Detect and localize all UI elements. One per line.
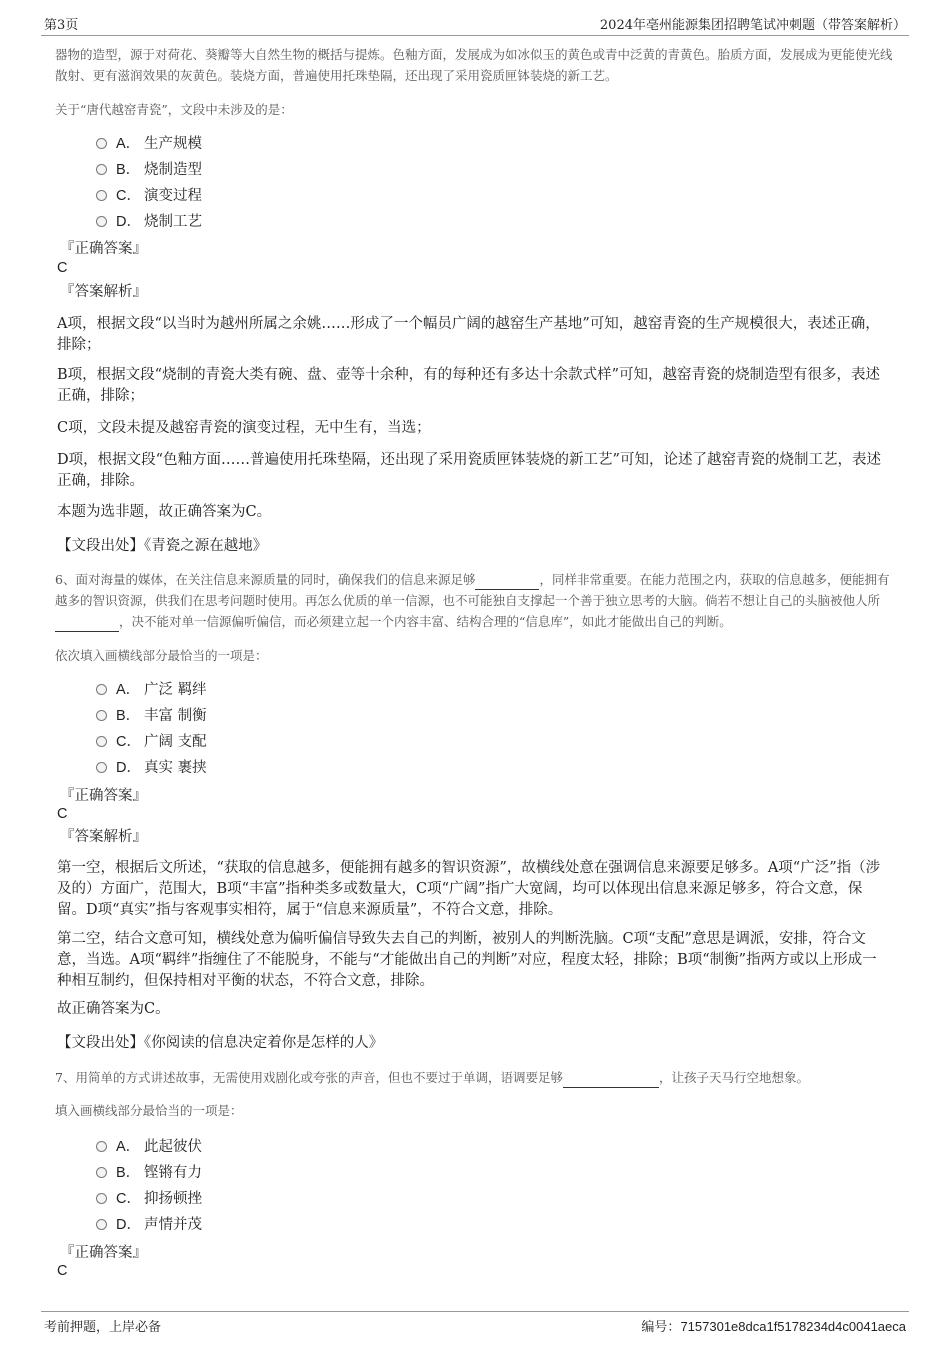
blank-line: [563, 1072, 659, 1088]
question-7-text: 7、用简单的方式讲述故事，无需使用戏剧化或夸张的声音，但也不要过于单调，语调要足够 ，让孩子天马行空地想象。: [55, 1067, 895, 1088]
source-citation: 【文段出处】《青瓷之源在越地》: [57, 538, 268, 554]
analysis-conclusion: 本题为选非题，故正确答案为C。: [57, 504, 272, 520]
document-code: 编号：7157301e8dca1f5178234d4c0041aeca: [641, 1319, 906, 1335]
option-b[interactable]: B． 铿锵有力: [96, 1160, 202, 1186]
analysis-paragraph: 第一空，根据后文所述，“获取的信息越多，便能拥有越多的智识资源”，故横线处意在强调信息来源要足够多。A项“广泛”指（涉及的）方面广，范围大，B项“丰富”指种类多或数量大，C项“广阔”指广大宽阔，均可以体现出信息来源足够多，符合文意，保留。D项“真实”指与客观事实相符，属于“信息来源质量”，不符合文意，排除。: [57, 860, 881, 918]
radio-icon[interactable]: [96, 1167, 107, 1178]
radio-icon[interactable]: [96, 216, 107, 227]
question-prompt: 填入画横线部分最恰当的一项是：: [55, 1103, 243, 1118]
analysis-paragraph: 第二空，结合文意可知，横线处意为偏听偏信导致失去自己的判断，被别人的判断洗脑。C项“支配”意思是调派，安排，符合文意，当选。A项“羁绊”指缠住了不能脱身，不能与“才能做出自己的判断”对应，程度太轻，排除；B项“制衡”指两方或以上形成一种相互制约，但保持相对平衡的状态，不符合文意，排除。: [57, 931, 877, 989]
radio-icon[interactable]: [96, 164, 107, 175]
option-d[interactable]: D． 声情并茂: [96, 1212, 202, 1238]
analysis-paragraph: C项，文段未提及越窑青瓷的演变过程，无中生有，当选；: [57, 420, 431, 436]
answer-label: 『正确答案』: [60, 1245, 147, 1261]
blank-line: [55, 616, 119, 632]
radio-icon[interactable]: [96, 710, 107, 721]
page-footer: [41, 1311, 909, 1338]
analysis-conclusion: 故正确答案为C。: [57, 1001, 170, 1017]
footer-slogan: 考前押题，上岸必备: [44, 1320, 162, 1335]
correct-answer: C: [57, 1263, 68, 1279]
radio-icon[interactable]: [96, 1141, 107, 1152]
question-prompt: 关于“唐代越窑青瓷”，文段中未涉及的是：: [55, 102, 293, 117]
option-list: [96, 677, 207, 781]
option-c[interactable]: C． 演变过程: [96, 183, 202, 209]
correct-answer: C: [57, 806, 68, 822]
option-b[interactable]: B． 烧制造型: [96, 157, 202, 183]
passage-text: 器物的造型，源于对荷花、葵瓣等大自然生物的概括与提炼。色釉方面，发展成为如冰似玉的黄色或青中泛黄的青黄色。胎质方面，发展成为更能使光线散射、更有滋润效果的灰黄色。装烧方面，普遍使用托珠垫隔，还出现了采用瓷质匣钵装烧的新工艺。: [55, 47, 893, 83]
radio-icon[interactable]: [96, 1193, 107, 1204]
option-d[interactable]: D． 真实 裹挟: [96, 755, 207, 781]
radio-icon[interactable]: [96, 736, 107, 747]
question-prompt: 依次填入画横线部分最恰当的一项是：: [55, 648, 268, 663]
option-c[interactable]: C． 广阔 支配: [96, 729, 207, 755]
answer-label: 『正确答案』: [60, 788, 147, 804]
option-a[interactable]: A． 生产规模: [96, 131, 202, 157]
analysis-label: 『答案解析』: [60, 284, 147, 300]
analysis-paragraph: D项，根据文段“色釉方面……普遍使用托珠垫隔，还出现了采用瓷质匣钵装烧的新工艺”可知，论述了越窑青瓷的烧制工艺，表述正确，排除。: [57, 452, 881, 489]
option-a[interactable]: A． 此起彼伏: [96, 1134, 202, 1160]
correct-answer: C: [57, 260, 68, 276]
option-list: [96, 1134, 202, 1238]
radio-icon[interactable]: [96, 762, 107, 773]
option-list: [96, 131, 202, 235]
source-citation: 【文段出处】《你阅读的信息决定着你是怎样的人》: [57, 1035, 384, 1051]
page-number: 第3页: [44, 18, 79, 33]
analysis-paragraph: A项，根据文段“以当时为越州所属之余姚……形成了一个幅员广阔的越窑生产基地”可知，越窑青瓷的生产规模很大，表述正确，排除；: [57, 316, 880, 353]
option-a[interactable]: A． 广泛 羁绊: [96, 677, 207, 703]
document-title: 2024年亳州能源集团招聘笔试冲刺题（带答案解析）: [599, 18, 906, 33]
radio-icon[interactable]: [96, 138, 107, 149]
analysis-paragraph: B项，根据文段“烧制的青瓷大类有碗、盘、壶等十余种，有的每种还有多达十余款式样”可知，越窑青瓷的烧制造型有很多，表述正确，排除；: [57, 367, 880, 404]
analysis-label: 『答案解析』: [60, 829, 147, 845]
question-6-text: 6、面对海量的媒体，在关注信息来源质量的同时，确保我们的信息来源足够 ，同样非常重要。在能力范围之内，获取的信息越多，便能拥有越多的智识资源，供我们在思考问题时使用。再怎么优质的单一信源，也不可能独自支撑起一个善于独立思考的大脑。倘若不想让自己的头脑被他人所，决不能对单一信源偏听偏信，而必须建立起一个内容丰富、结构合理的“信息库”，如此才能做出自己的判断。: [55, 569, 895, 632]
radio-icon[interactable]: [96, 1219, 107, 1230]
radio-icon[interactable]: [96, 684, 107, 695]
blank-line: [475, 574, 539, 590]
radio-icon[interactable]: [96, 190, 107, 201]
option-b[interactable]: B． 丰富 制衡: [96, 703, 207, 729]
option-c[interactable]: C． 抑扬顿挫: [96, 1186, 202, 1212]
option-d[interactable]: D． 烧制工艺: [96, 209, 202, 235]
page-header: [41, 11, 909, 36]
answer-label: 『正确答案』: [60, 241, 147, 257]
